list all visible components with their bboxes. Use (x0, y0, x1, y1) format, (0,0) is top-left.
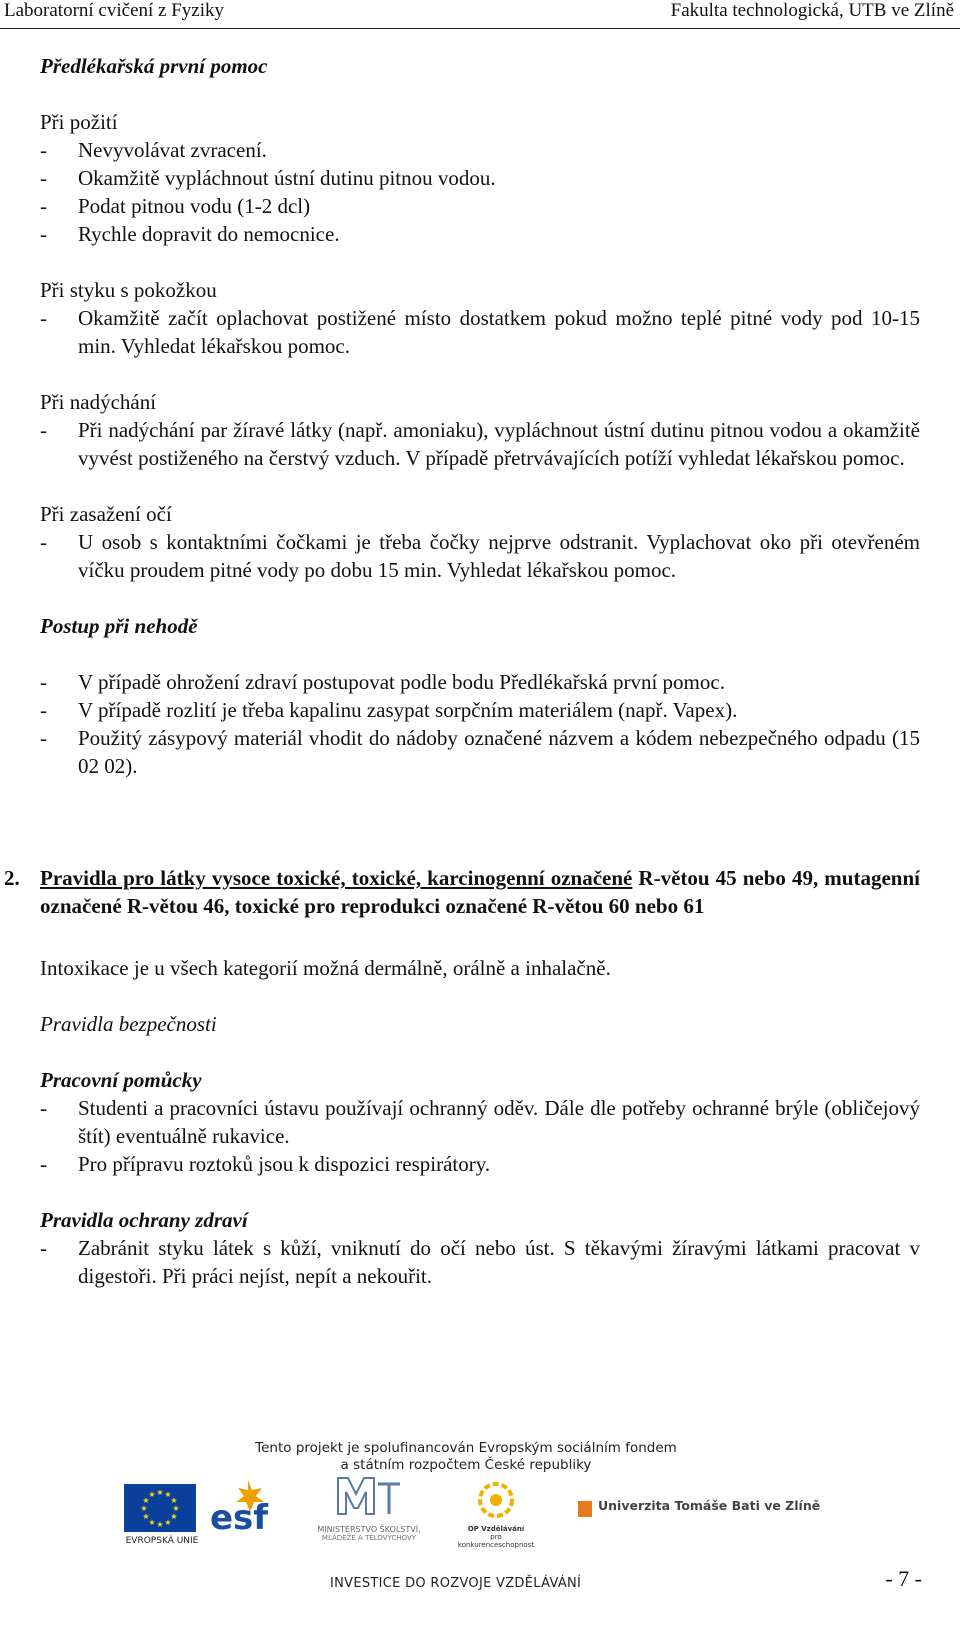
op-line-2: pro konkurenceschopnost (457, 1533, 535, 1549)
svg-text:★: ★ (170, 1496, 178, 1505)
inhalation-section (40, 388, 920, 472)
svg-text:★: ★ (140, 1504, 148, 1513)
skin-title: Při styku s pokožkou (40, 278, 217, 302)
eu-stars-icon (124, 1484, 196, 1532)
document-body (4, 52, 920, 1290)
list-item: - Nevyvolávat zvracení. (40, 136, 920, 164)
list-item: - Studenti a pracovníci ústavu používají ochranný oděv. Dále dle potřeby ochranné brýle (obličejový štít) eventuálně rukavice. (40, 1094, 920, 1150)
page-header (0, 0, 960, 29)
inhalation-title: Při nadýchání (40, 390, 157, 414)
utb-text: Univerzita Tomáše Bati ve Zlíně (598, 1498, 821, 1513)
funding-line-2: a státním rozpočtem České republiky (340, 1457, 592, 1473)
msmt-logo (304, 1474, 434, 1544)
list-item: - Rychle dopravit do nemocnice. (40, 220, 920, 248)
msmt-mark-icon (304, 1474, 434, 1520)
section-title-rest: R-větou 45 nebo 49, mutagenní označené R-větou 46, toxické pro reprodukci označené R-větou 60 nebo 61 (40, 866, 920, 918)
ingestion-section (40, 108, 920, 248)
svg-text:★: ★ (142, 1512, 150, 1521)
tools-heading: Pracovní pomůcky (40, 1068, 202, 1092)
eyes-title: Při zasažení očí (40, 502, 172, 526)
list-item: - Podat pitnou vodu (1-2 dcl) (40, 192, 920, 220)
header-course-title: Laboratorní cvičení z Fyziky (4, 0, 225, 21)
skin-section (40, 276, 920, 360)
health-heading: Pravidla ochrany zdraví (40, 1208, 248, 1232)
svg-text:★: ★ (156, 1488, 164, 1497)
esf-logo (210, 1480, 280, 1536)
funding-statement (246, 1440, 686, 1474)
svg-text:★: ★ (148, 1490, 156, 1499)
list-item: - Okamžitě vypláchnout ústní dutinu pitnou vodou. (40, 164, 920, 192)
intoxication-intro: Intoxikace je u všech kategorií možná dermálně, orálně a inhalačně. (40, 956, 611, 980)
eyes-section (40, 500, 920, 584)
eu-flag-logo (124, 1484, 196, 1532)
safety-rules-title: Pravidla bezpečnosti (40, 1012, 217, 1036)
op-line-1: OP Vzdělávání (467, 1525, 525, 1533)
page-number: - 7 - (885, 1566, 922, 1591)
svg-text:★: ★ (156, 1520, 164, 1529)
utb-mark-icon (578, 1497, 594, 1519)
eu-label: EVROPSKÁ UNIE (125, 1536, 199, 1546)
first-aid-heading: Předlékařská první pomoc (40, 54, 268, 78)
svg-text:★: ★ (164, 1518, 172, 1527)
msmt-line-2: MLÁDEŽE A TĚLOVÝCHOVY (321, 1534, 417, 1542)
investment-slogan: INVESTICE DO ROZVOJE VZDĚLÁVÁNÍ (330, 1576, 582, 1591)
svg-text:★: ★ (170, 1512, 178, 1521)
header-faculty: Fakulta technologická, UTB ve Zlíně (670, 0, 954, 21)
section-2-heading (4, 864, 920, 920)
list-item: - V případě rozlití je třeba kapalinu zasypat sorpčním materiálem (např. Vapex). (40, 696, 920, 724)
list-item: - U osob s kontaktními čočkami je třeba čočky nejprve odstranit. Vyplachovat oko při otevřeném víčku proudem pitné vody po dobu 15 min. Vyhledat lékařskou pomoc. (40, 528, 920, 584)
section-number: 2. (4, 866, 20, 890)
accident-heading: Postup při nehodě (40, 614, 198, 638)
esf-text: esf (210, 1498, 269, 1538)
svg-text:★: ★ (164, 1490, 172, 1499)
accident-section (40, 612, 920, 780)
svg-text:★: ★ (148, 1518, 156, 1527)
list-item: - Pro přípravu roztoků jsou k dispozici respirátory. (40, 1150, 920, 1178)
list-item: - V případě ohrožení zdraví postupovat podle bodu Předlékařská první pomoc. (40, 668, 920, 696)
health-section (40, 1206, 920, 1290)
ingestion-title: Při požití (40, 110, 118, 134)
tools-section (40, 1066, 920, 1178)
svg-text:★: ★ (142, 1496, 150, 1505)
list-item: - Zabránit styku látek s kůží, vniknutí do očí nebo úst. S těkavými žíravými látkami pracovat v digestoři. Při práci nejíst, nepít a nekouřit. (40, 1234, 920, 1290)
svg-text:★: ★ (172, 1504, 180, 1513)
op-education-logo (456, 1480, 536, 1549)
op-circle-icon (456, 1480, 536, 1520)
funding-line-1: Tento projekt je spolufinancován Evropským sociálním fondem (255, 1440, 677, 1456)
list-item: - Při nadýchání par žíravé látky (např. amoniaku), vypláchnout ústní dutinu pitnou vodou a okamžitě vyvést postiženého na čerstvý vzduch. V případě přetrvávajících potíží vyhledat lékařskou pomoc. (40, 416, 920, 472)
list-item: - Použitý zásypový materiál vhodit do nádoby označené názvem a kódem nebezpečného odpadu (15 02 02). (40, 724, 920, 780)
list-item: - Okamžitě začít oplachovat postižené místo dostatkem pokud možno teplé pitné vody pod 10-15 min. Vyhledat lékařskou pomoc. (40, 304, 920, 360)
utb-logo (578, 1496, 821, 1520)
section-title-underlined: Pravidla pro látky vysoce toxické, toxické, karcinogenní označené (40, 866, 633, 890)
msmt-line-1: MINISTERSTVO ŠKOLSTVÍ, (317, 1525, 421, 1534)
